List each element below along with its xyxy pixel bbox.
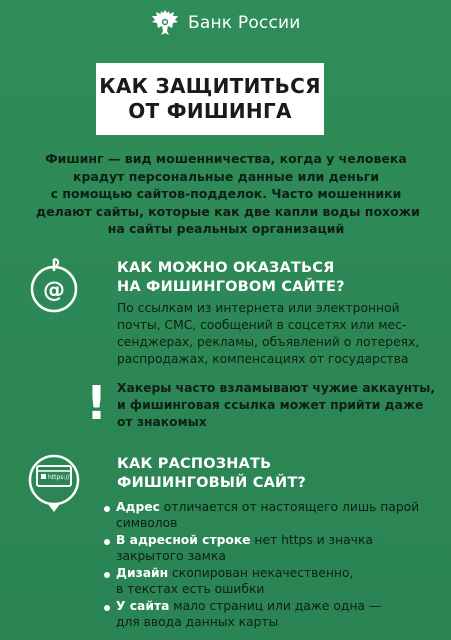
- section2-heading-line: КАК РАСПОЗНАТЬ: [117, 456, 272, 472]
- intro-line: делают сайты, которые как две капли воды похожи: [36, 203, 420, 219]
- bullet-text: нет https и значка: [250, 533, 373, 547]
- section1-text-line: сенджерах, рекламы, объявлений о лотереях,: [117, 335, 420, 349]
- list-item: [102, 533, 432, 564]
- fishing-hook-at-icon: [26, 255, 82, 317]
- bullet-text: мало страниц или даже одна —: [169, 599, 382, 613]
- bullet-text-cont: закрытого замка: [116, 548, 226, 563]
- section2-heading: [117, 455, 306, 493]
- section1-heading-line: КАК МОЖНО ОКАЗАТЬСЯ: [117, 260, 335, 276]
- title-line-1: КАК ЗАЩИТИТЬСЯ: [99, 74, 321, 98]
- title-line-2: ОТ ФИШИНГА: [128, 99, 292, 123]
- exclamation-icon: !: [86, 376, 107, 430]
- section1-text: [117, 300, 437, 368]
- phishing-signs-list: [102, 500, 432, 632]
- eagle-emblem-icon: [150, 7, 180, 39]
- svg-text:@: @: [43, 278, 65, 303]
- bullet-keyword: В адресной строке: [116, 533, 251, 547]
- section1-heading-line: НА ФИШИНГОВОМ САЙТЕ?: [117, 279, 345, 295]
- bullet-text-cont: в текстах есть ошибки: [116, 581, 265, 596]
- title-box: [96, 63, 324, 135]
- bullet-keyword: Адрес: [116, 500, 160, 514]
- intro-line: с помощью сайтов-подделок. Часто мошенники: [50, 186, 402, 201]
- section1-text-line: По ссылкам из интернета или электронной: [117, 301, 400, 315]
- intro-line: крадут персональные данные или деньги: [72, 168, 380, 184]
- intro-line: Фишинг — вид мошенничества, когда у человека: [45, 151, 407, 166]
- section1-heading: [117, 259, 345, 297]
- bullet-keyword: У сайта: [116, 599, 170, 613]
- https-label: https://: [48, 474, 70, 481]
- warning-text: [117, 380, 435, 431]
- warning-line: от знакомых: [117, 415, 207, 429]
- intro-paragraph: [36, 150, 420, 238]
- warning-line: и фишинговая ссылка может прийти даже: [117, 398, 424, 412]
- section1-text-line: почты, СМС, сообщений в соцсетях или мес-: [117, 318, 407, 332]
- bullet-text: скопирован некачественно,: [168, 566, 354, 580]
- bullet-text-cont: символов: [116, 515, 178, 530]
- intro-line: на сайты реальных организаций: [107, 221, 345, 236]
- bullet-text-cont: для ввода данных карты: [116, 614, 279, 629]
- list-item: [102, 566, 432, 597]
- warning-line: Хакеры часто взламывают чужие аккаунты,: [117, 381, 436, 395]
- browser-https-icon: [26, 450, 82, 512]
- bullet-text: отличается от настоящего лишь парой: [159, 500, 420, 514]
- list-item: [102, 500, 432, 531]
- section1-text-line: распродажах, компенсациях от государства: [117, 352, 409, 366]
- brand-name: Банк России: [188, 13, 301, 33]
- bullet-keyword: Дизайн: [116, 566, 169, 580]
- section2-heading-line: ФИШИНГОВЫЙ САЙТ?: [117, 475, 307, 491]
- bank-logo: [150, 5, 301, 41]
- list-item: [102, 599, 432, 630]
